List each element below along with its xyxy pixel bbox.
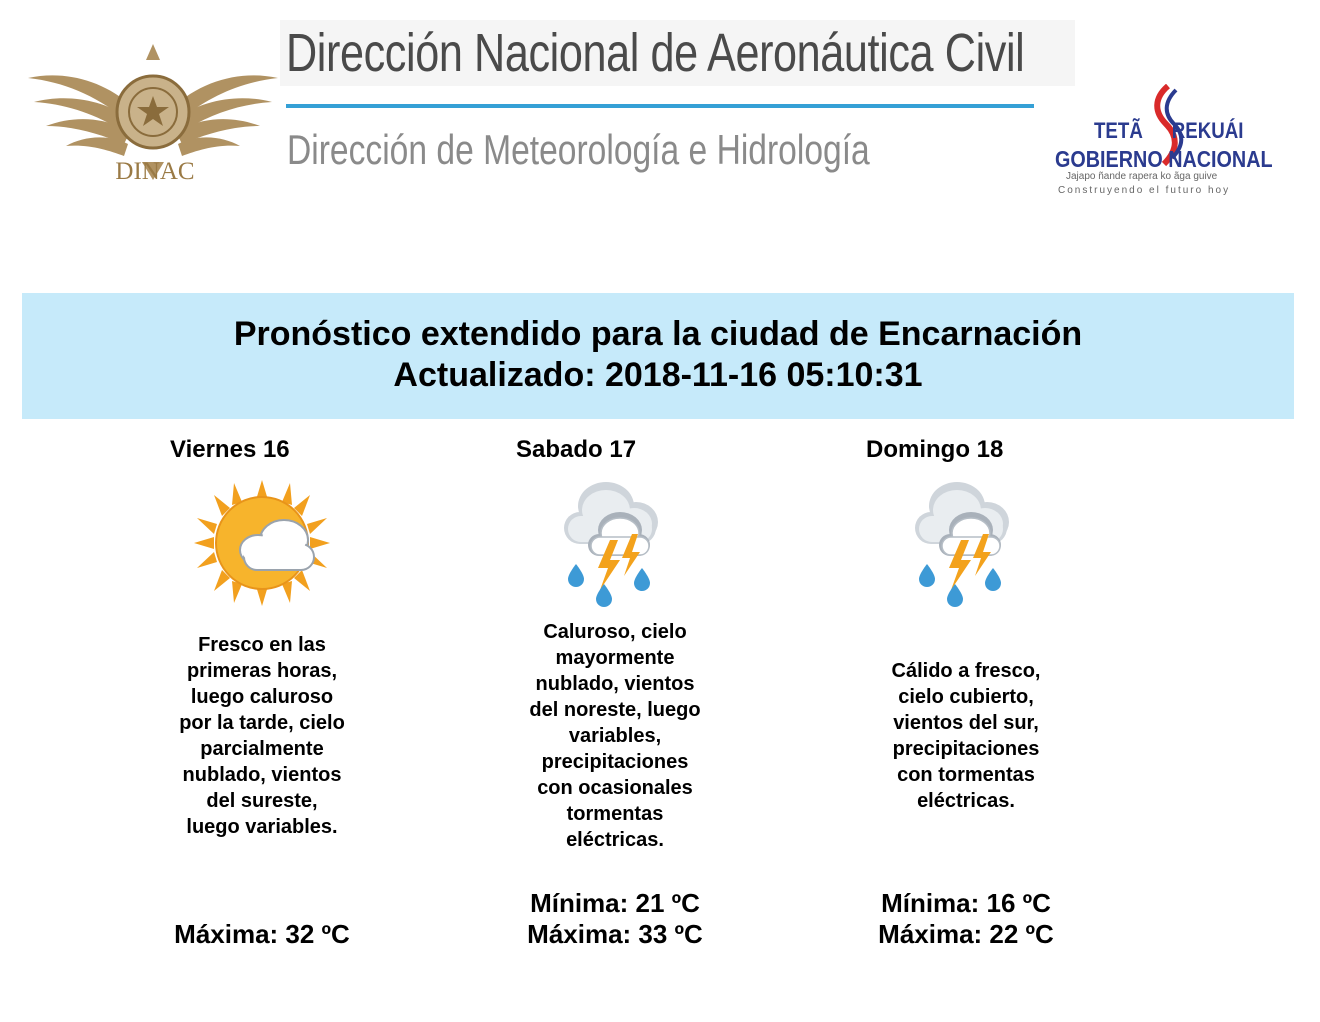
day-description — [465, 619, 765, 853]
agency-subtitle: Dirección de Meteorología e Hidrología — [287, 126, 870, 173]
thunderstorm-rain-icon — [558, 478, 662, 615]
header-divider — [286, 104, 1034, 108]
sun-cloud-icon — [192, 478, 332, 613]
gov-logo-rekuai: REKUÁI — [1171, 118, 1244, 143]
agency-title: Dirección Nacional de Aeronáutica Civil — [286, 23, 1025, 83]
min-temperature: Mínima: 16 ºC — [881, 888, 1051, 918]
gov-logo-slogan-spanish: Construyendo el futuro hoy — [1058, 185, 1231, 196]
description-line: eléctricas. — [917, 790, 1015, 812]
description-line: nublado, vientos — [182, 764, 342, 786]
description-line: por la tarde, cielo — [179, 712, 345, 734]
description-line: nublado, vientos — [535, 673, 695, 695]
gov-logo-line2: GOBIERNO NACIONAL — [1055, 146, 1273, 172]
day-name: Domingo 18 — [866, 436, 1004, 463]
gov-logo-tetã: TETÃ — [1094, 118, 1143, 143]
description-line: eléctricas. — [566, 829, 664, 851]
max-temperature: Máxima: 22 ºC — [878, 919, 1054, 949]
description-line: del noreste, luego — [529, 699, 701, 721]
description-line: Fresco en las — [198, 634, 326, 656]
description-line: vientos del sur, — [893, 712, 1039, 734]
description-line: parcialmente — [200, 738, 324, 760]
forecast-updated: Actualizado: 2018-11-16 05:10:31 — [393, 356, 923, 394]
dinac-logo-text: DINAC — [115, 158, 195, 185]
description-line: variables, — [568, 725, 662, 747]
max-temperature: Máxima: 32 ºC — [174, 919, 350, 949]
description-line: con ocasionales — [537, 777, 693, 799]
description-line: tormentas — [566, 803, 664, 825]
description-line: precipitaciones — [892, 738, 1040, 760]
description-line: Cálido a fresco, — [891, 660, 1041, 682]
description-line: del sureste, — [206, 790, 318, 812]
day-description — [112, 632, 412, 840]
description-line: primeras horas, — [186, 660, 338, 682]
description-line: luego caluroso — [190, 686, 334, 708]
thunderstorm-rain-icon — [909, 478, 1013, 615]
min-temperature: Mínima: 21 ºC — [530, 888, 700, 918]
description-line: precipitaciones — [541, 751, 689, 773]
day-description — [816, 658, 1116, 814]
gov-logo-slogan-guarani: Jajapo ñande rapera ko ãga guive — [1066, 171, 1218, 182]
forecast-banner — [22, 293, 1294, 419]
description-line: mayormente — [555, 647, 675, 669]
day-name: Sabado 17 — [516, 436, 637, 463]
description-line: con tormentas — [897, 764, 1035, 786]
description-line: cielo cubierto, — [898, 686, 1034, 708]
gov-logo-line1 — [1094, 118, 1243, 144]
description-line: Caluroso, cielo — [543, 621, 687, 643]
forecast-title: Pronóstico extendido para la ciudad de Encarnación — [233, 315, 1083, 353]
description-line: luego variables. — [186, 816, 338, 838]
day-name: Viernes 16 — [170, 436, 290, 463]
max-temperature: Máxima: 33 ºC — [527, 919, 703, 949]
